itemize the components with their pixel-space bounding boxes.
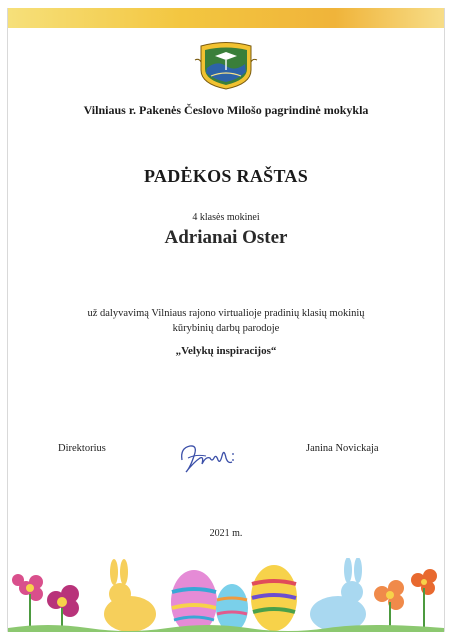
easter-decoration [8, 558, 444, 632]
signer-name: Janina Novickaja [306, 443, 379, 454]
flower-icon [47, 585, 79, 632]
certificate-title: PADĖKOS RAŠTAS [143, 166, 309, 186]
recipient-name: Adrianai Oster [164, 227, 288, 248]
recipient-grade: 4 klasės mokinei [192, 212, 260, 223]
flower-icon [12, 574, 43, 632]
signer-role: Direktorius [58, 443, 106, 454]
easter-egg-icon [251, 565, 297, 631]
top-decorative-bar [8, 8, 444, 28]
bunny-icon [310, 558, 366, 632]
school-emblem-icon [193, 40, 259, 90]
event-name: „Velykų inspiracijos“ [175, 345, 277, 357]
bunny-icon [104, 559, 156, 632]
award-reason-line-1: už dalyvavimą Vilniaus rajono virtualioje pradinių klasių mokinių [87, 308, 365, 319]
flower-icon [411, 569, 437, 632]
easter-egg-icon [216, 584, 248, 632]
easter-egg-icon [171, 570, 217, 632]
flower-icon [374, 580, 404, 632]
school-name: Vilniaus r. Pakenės Česlovo Milošo pagrindinė mokykla [83, 103, 369, 117]
certificate-year: 2021 m. [209, 528, 243, 539]
signature-icon [176, 438, 238, 478]
award-reason [58, 306, 394, 336]
award-reason-line-2: kūrybinių darbų parodoje [172, 323, 280, 334]
